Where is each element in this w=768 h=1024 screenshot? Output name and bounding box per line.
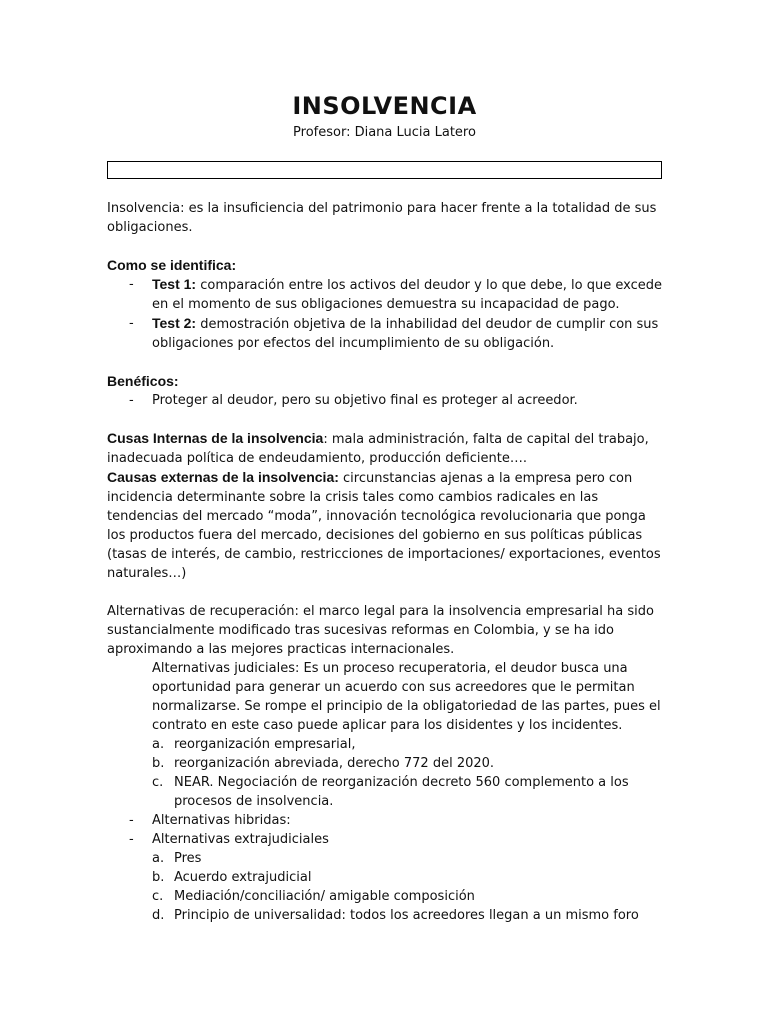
causas-externas-paragraph: [107, 468, 662, 583]
beneficos-heading: Benéficos:: [107, 373, 179, 389]
test-label: Test 2:: [152, 315, 197, 331]
alternativas-list: [107, 811, 662, 849]
causas-internas-label: Cusas Internas de la insolvencia: [107, 430, 324, 446]
document-subtitle: Profesor: Diana Lucia Latero: [293, 125, 476, 140]
test-text: comparación entre los activos del deudor y lo que debe, lo que excede en el momento de sus obligaciones demuestra su incapacidad de pago.: [152, 278, 662, 312]
document-page: [107, 90, 662, 925]
judiciales-list: [107, 735, 662, 811]
causas-externas-text: circunstancias ajenas a la empresa pero con incidencia determinante sobre la crisis tales como cambios radicales en las tendencias del mercado “moda”, innovación tecnológica revolucionaria que ponga los productos fuera del mercado, decisiones del gobierno en sus políticas públicas (tasas de interés, de cambio, restricciones de importaciones/ exportaciones, eventos naturales…): [107, 471, 661, 581]
list-item: a. reorganización empresarial,: [152, 737, 356, 752]
list-item: - Alternativas hibridas:: [129, 813, 291, 828]
list-item: a. Pres: [152, 851, 202, 866]
alternativas-intro: Alternativas de recuperación: el marco legal para la insolvencia empresarial ha sido sustancialmente modificado tras sucesivas reformas en Colombia, y se ha ido aproximando a las mejores practicas internacionales.: [107, 604, 654, 657]
list-item: c. NEAR. Negociación de reorganización decreto 560 complemento a los procesos de insolvencia.: [152, 775, 629, 809]
list-item: - Test 1: comparación entre los activos del deudor y lo que debe, lo que excede en el momento de sus obligaciones demuestra su incapacidad de pago.: [129, 276, 662, 312]
list-item: - Proteger al deudor, pero su objetivo final es proteger al acreedor.: [129, 393, 578, 408]
alternativas-extrajudiciales: Alternativas extrajudiciales: [152, 832, 329, 847]
list-item: - Test 2: demostración objetiva de la inhabilidad del deudor de cumplir con sus obligaciones por efectos del incumplimiento de su obligación.: [129, 315, 659, 351]
alternativas-judiciales: Alternativas judiciales: Es un proceso recuperatoria, el deudor busca una oportunidad para generar un acuerdo con sus acreedores que le permitan normalizarse. Se rompe el principio de la obligatoriedad de las partes, pues el contrato en este caso puede aplicar para los disidentes y los incidentes.: [152, 661, 661, 733]
causas-externas-label: Causas externas de la insolvencia:: [107, 469, 339, 485]
beneficos-list: [107, 391, 662, 410]
list-item: - Alternativas extrajudiciales: [129, 832, 329, 847]
test-label: Test 1:: [152, 276, 197, 292]
extrajudiciales-list: [107, 849, 662, 925]
document-title: INSOLVENCIA: [292, 92, 477, 120]
list-item: b. reorganización abreviada, derecho 772 del 2020.: [152, 756, 495, 771]
causas-internas-text: : mala administración, falta de capital del trabajo, inadecuada política de endeudamiento, producción deficiente….: [107, 432, 649, 466]
identifica-heading: Como se identifica:: [107, 257, 237, 273]
list-item: d. Principio de universalidad: todos los acreedores llegan a un mismo foro: [152, 908, 639, 923]
test-text: demostración objetiva de la inhabilidad del deudor de cumplir con sus obligaciones por efectos del incumplimiento de su obligación.: [152, 317, 659, 351]
causas-internas-paragraph: [107, 429, 662, 468]
definition-paragraph: Insolvencia: es la insuficiencia del patrimonio para hacer frente a la totalidad de sus obligaciones.: [107, 201, 657, 235]
alternativas-hibridas: Alternativas hibridas:: [152, 813, 291, 828]
identifica-list: [107, 275, 662, 353]
list-item: c. Mediación/conciliación/ amigable composición: [152, 889, 475, 904]
list-item: b. Acuerdo extrajudicial: [152, 870, 312, 885]
empty-bordered-box: [107, 161, 662, 179]
